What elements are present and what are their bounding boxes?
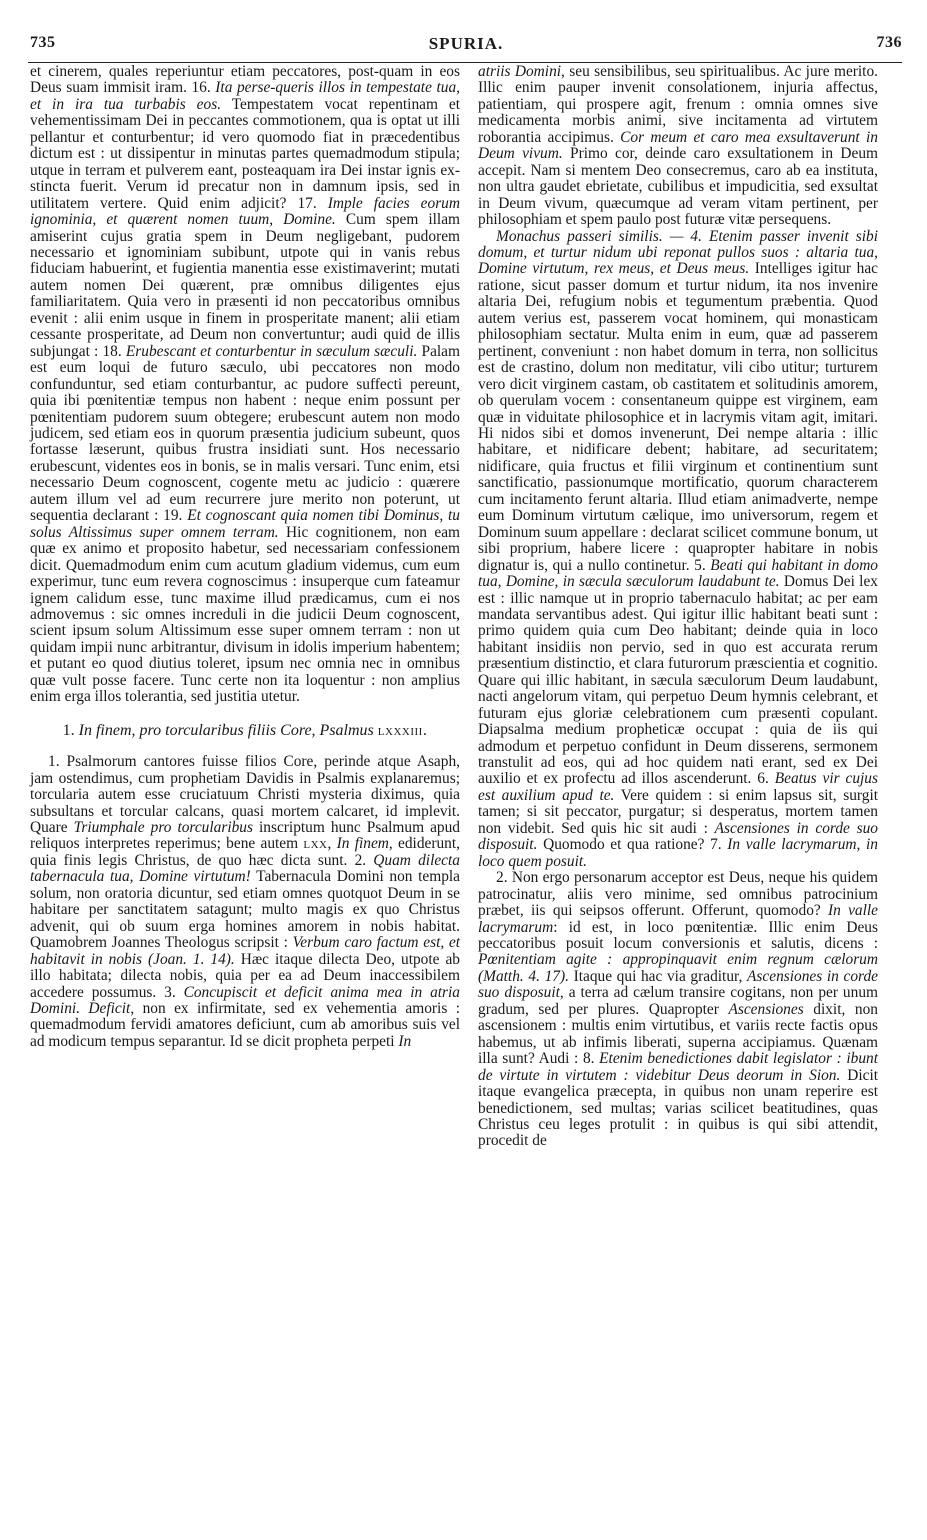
section-lead-quote: Monachus passeri similis. — 4. Etenim passer invenit sibi domum, et turtur nidum ubi reponat pullos suos : altaria tua, Domine virtutum, rex meus, et Deus meus. [478, 227, 878, 278]
text-run: et cinerem, quales reperiuntur etiam peccatores, post-quam in eos Deus suam immisit iram. 16. [30, 63, 460, 97]
page-number-left: 735 [30, 34, 56, 51]
running-header [30, 8, 902, 52]
italic-run: atriis Domini [478, 63, 562, 80]
smallcaps-run: lxx [303, 835, 328, 853]
left-column [30, 64, 460, 1050]
scripture-quote: Et cognoscant quia nomen tibi Dominus, tu solus Altissimus super omnem terram. [30, 507, 461, 541]
scripture-quote: Ita perse-queris illos in tempestate tua, et in ira tua turbabis eos. [30, 79, 460, 113]
right-paragraph-3 [478, 870, 878, 1150]
text-run: Itaque qui hac via graditur, [568, 967, 748, 985]
text-run: Quomodo et qua ratione? 7. [537, 836, 728, 854]
text-run: Dicit itaque evangelica præcepta, in quibus non unam reperire est benedictionem, sed multas; varias scilicet beatitudines, quas Christus ceu leges protulit : in quibus is qui sibi attendit, procedit de [478, 1066, 878, 1150]
running-title: SPURIA. [428, 34, 504, 53]
text-run: Tempestatem vocat repentinam et vehementissimam Dei in peccantes commotionem, qua is optat ut illi pellantur et conturbentur; id vero quomodo fiat in præcedentibus dictum est : ut dissipentur in minutas partes quemadmodum stipula; utque in terram et pulverem eant, posteaquam ira Dei instar ignis ex-stincta fuerit. Verum id precatur non in damnum ipsis, sed in utilitatem vertere. Quid enim adjicit? 17. [30, 95, 460, 212]
right-paragraph-1 [478, 64, 878, 229]
scripture-quote: Verbum caro factum est, et habitavit in nobis (Joan. 1. 14). [30, 934, 460, 968]
right-column [478, 64, 878, 1150]
italic-run: In finem [336, 835, 389, 853]
left-paragraph-1 [30, 64, 460, 706]
scripture-quote: Beatus vir cujus est auxilium apud te. [478, 770, 878, 804]
scripture-quote: Quam dilecta tabernacula tua, Domine virtutum! [30, 851, 460, 886]
text-run: , seu sensibilibus, seu spiritualibus. Ac jure merito. Illic enim pauper invenit consolationem, injuria affectus, patientiam, qui prospere agit, frenum : omnia omnes sive medicamenta morbis animi, sive incitamenta ad virtutem roborantia accipimus. [478, 63, 878, 146]
scripture-quote: Etenim benedictiones dabit legislator : ibunt de virtute in virtutem : videbitur Deus deorum in Sion. [478, 1050, 878, 1084]
text-run: Intelliges igitur hac ratione, sicut passer domum et turtur nidum, ita nos invenire altaria Dei, refugium nobis et tegumentum præbentia. Quod autem verius est, passerem vocat hominem, qui monasticam philosophiam sectatur. Multa enim in eum, quæ ad passerem pertinent, conveniunt : non habet domum in terra, non sollicitus est de crastino, dolum non meditatur, vili cibo utitur; turturem vero dicit virginem castam, ob castitatem et solitudinis amorem, ob querulam vocem : consentaneum quippe est virginem, eam quæ in viduitate philosophice et in lacrymis vitam agit, imitari. Hi nidos sibi et domos invenerunt, Dei nempe altaria : illic habitare, et nidificare debent; habitare, ad securitatem; nidificare, quia fructus et filii virginum et continentium sunt sanctificatio, passionumque mortificatio, quorum characterem cum incitamento ferunt altaria. Illud etiam animadverte, nempe eum Dominum virtutum cælique, imo universorum, regem et Dominum suum appellare : declarat scilicet commune bonum, ut sibi proprium, habere licere : quapropter habitare in nobis dignatur is, qui a nullo continetur. 5. [478, 260, 878, 574]
text-run: Hæc itaque dilecta Deo, utpote ab illo habitata; dilecta nobis, quia per ea ad Deum inaccessibilem accedere possumus. 3. [30, 950, 460, 1001]
scripture-quote: Ascensiones in corde suo disposuit. [478, 819, 878, 854]
heading-number: 1. [62, 721, 79, 739]
scripture-quote: Cor meum et caro mea exsultaverunt in Deum vivum. [478, 128, 878, 163]
scripture-quote: Ascensiones in corde suo disposuit [478, 967, 878, 1002]
text-run: Palam est eum loqui de futuro sæculo, ubi peccatores non modo confunduntur, sed etiam conturbantur, ac pudore suffecti pereunt, quia ibi pœnitentiæ tempus non habent : neque enim possunt per pœnitentiam pudorem suum obtegere; erubescunt autem non modo judicem, sed etiam eos in quorum præsentia judicium subeunt, quos fortasse læserunt, quibus frustra insidiati sunt. Hos necessario erubescunt, videntes eos in bonis, se in malis versari. Tunc enim, etsi necessario Deum cognoscent, cogente metu ac judicio : quærere autem illum vel ad eum recurrere jure merito non poterunt, ut sequentia declarant : 19. [30, 342, 460, 525]
text-run: 2. Non ergo personarum acceptor est Deus, neque his quidem patrocinatur, aliis vero minime, sed omnibus patrocinium præbet, iis qui seipsos offerunt. Offerunt, quomodo? [478, 869, 878, 920]
scripture-quote: Imple facies eorum ignominia, et quærent nomen tuum, Domine. [30, 194, 460, 229]
psalm-numeral: lxxxiii. [377, 721, 428, 739]
text-run: 1. Psalmorum cantores fuisse filios Core, perinde atque Asaph, jam ostendimus, cum prophetiam Davidis in Psalmis explanaremus; torcularia autem esse cruciatuum Christi mysteria diximus, quia subsultans et torcular calcans, quasi mortem calcaret, id implevit. Quare [30, 753, 460, 836]
text-run: , ediderunt, quia finis legis Christus, de quo hæc dicta sunt. 2. [30, 835, 460, 869]
text-run: Domus Dei lex est : illic namque ut in proprio tabernaculo habitat; ac per eam mandata servantibus adest. Qui igitur illic habitant beati sunt : primo quidem quia cum Deo habitant; deinde quia in loco habitant insidiis non pervio, sed in quo est accurata rerum præsentium distinctio, et clara futurorum præscientia et cognitio. Quare qui illic habitant, in sæcula sæculorum Deum laudabunt, nacti angelorum vitam, qui perpetuo Deum hymnis celebrant, et futuram ejus gloriæ celebrationem cum præsenti copulant. Diapsalma medium propheticæ occupat : quia de iis qui admodum et perpetuo confidunt in Deum disserens, sermonem transtulit ad eos, qui ad hoc quidem nati erant, sed ex Dei auxilio et ex profectu ad illos ascenderunt. 6. [478, 573, 878, 788]
scripture-quote: Beati qui habitant in domo tua, Domine, in sæcula sæculorum laudabunt te. [478, 556, 878, 591]
psalm-heading [30, 722, 460, 741]
heading-title: In finem, pro torcularibus filiis Core, Psalmus [78, 721, 374, 739]
text-run: , non ex infirmitate, sed ex vehementia amoris : quemadmodum fervidi amatores deficiunt, cum ab amoribus suis vel ad modicum tempus separantur. Id se dicit propheta perpeti [30, 999, 460, 1050]
scripture-quote: In valle lacrymarum [478, 902, 879, 936]
left-paragraph-2 [30, 754, 460, 1050]
text-run: dixit, non ascensionem : multis enim virtutibus, et variis recte factis opus habemus, ut ab infimis liberati, superna accipiamus. Quænam illa sunt? Audi : 8. [478, 1000, 878, 1068]
text-run: Cum spem illam amiserint cujus gratia spem in Deum negligebant, pudorem necessario et ignominiam subibunt, utpote qui in vanis rebus fiduciam habuerint, et fugientia manentia esse existimaverint; mutati autem nomen Dei quærent, præ omnibus diligentes ejus familiaritatem. Quia vero in præsenti id non peccatoribus omnibus evenit : alii enim usque in finem in prosperitate manent; alii etiam cessante prosperitate, ad Deum non convertuntur; audi quid de illis subjungat : 18. [30, 211, 461, 360]
text-run: Vere quidem : si enim lapsus sit, surgit tamen; si sit peccator, purgatur; si desperatus, mortem tamen non videbit. Sed quis hic sit audi : [478, 786, 878, 837]
page-number-right: 736 [876, 34, 902, 51]
text-run: : id est, in loco pœnitentiæ. Illic enim Deus peccatoribus posuit locum conversionis et salutis, dicens : [478, 918, 878, 953]
text-run: , [327, 835, 337, 853]
scripture-quote: Erubescant et conturbentur in sæculum sæculi. [125, 342, 418, 360]
italic-run: In [398, 1032, 412, 1050]
scripture-quote: In valle lacrymarum, in loco quem posuit. [478, 836, 878, 870]
scripture-quote: Concupiscit et deficit anima mea in atria Domini. Deficit [30, 983, 460, 1017]
text-run: Hic cognitionem, non eam quæ ex animo et proposito habetur, sed necessariam confessionem dicit. Quemadmodum enim cum acutum gladium videmus, cum eum experimur, tunc eum revera cognoscimus : insuperque cum fateamur ignem calidum esse, tunc maxime illud prædicamus, cum ei nos admovemus : sic omnes increduli in die judicii Deum cognoscent, scient ipsum solum Altissimum esse super omnem terram : non ut quidam impii nunc arbitrantur, divisum in idolis imperium habentem; et putant eo quod diutius toleret, ipsum nec omnia nec in omnibus quæ vult posse facere. Tunc certe non ita loquentur : non amplius enim erga illos tolerantia, sed justitia utetur. [30, 523, 460, 706]
text-run: inscriptum hunc Psalmum apud reliquos interpretes reperimus; bene autem [30, 818, 461, 853]
right-paragraph-2 [478, 229, 878, 871]
scripture-quote: Pœnitentiam agite : appropinquavit enim regnum cælorum (Matth. 4. 17). [478, 951, 878, 985]
text-run: Tabernacula Domini non templa solum, non oratoria dicuntur, sed etiam omnes quotquot Deum in se habitare per sanctitatem satagunt; multo magis ex quo Christus advenit, qui ob suum erga homines amorem in nobis habitat. Quamobrem Joannes Theologus scripsit : [30, 868, 460, 952]
italic-run: Ascensiones [728, 1000, 804, 1018]
italic-run: Triumphale pro torcularibus [73, 818, 253, 836]
text-run: , a terra ad cælum transire cogitans, non per unum gradum, sed per plures. Quapropter [478, 984, 878, 1018]
text-run: Primo cor, deinde caro exsultationem in Deum accepit. Nam si mentem Deo consecremus, caro ab ea instituta, non ultra gaudet ebrietate, cubilibus et impudicitia, sed exsultat in Deum vivum, quæcumque ad veram vitam pertinent, per philosophiam et spem paulo post futuræ vitæ persequens. [478, 145, 879, 229]
